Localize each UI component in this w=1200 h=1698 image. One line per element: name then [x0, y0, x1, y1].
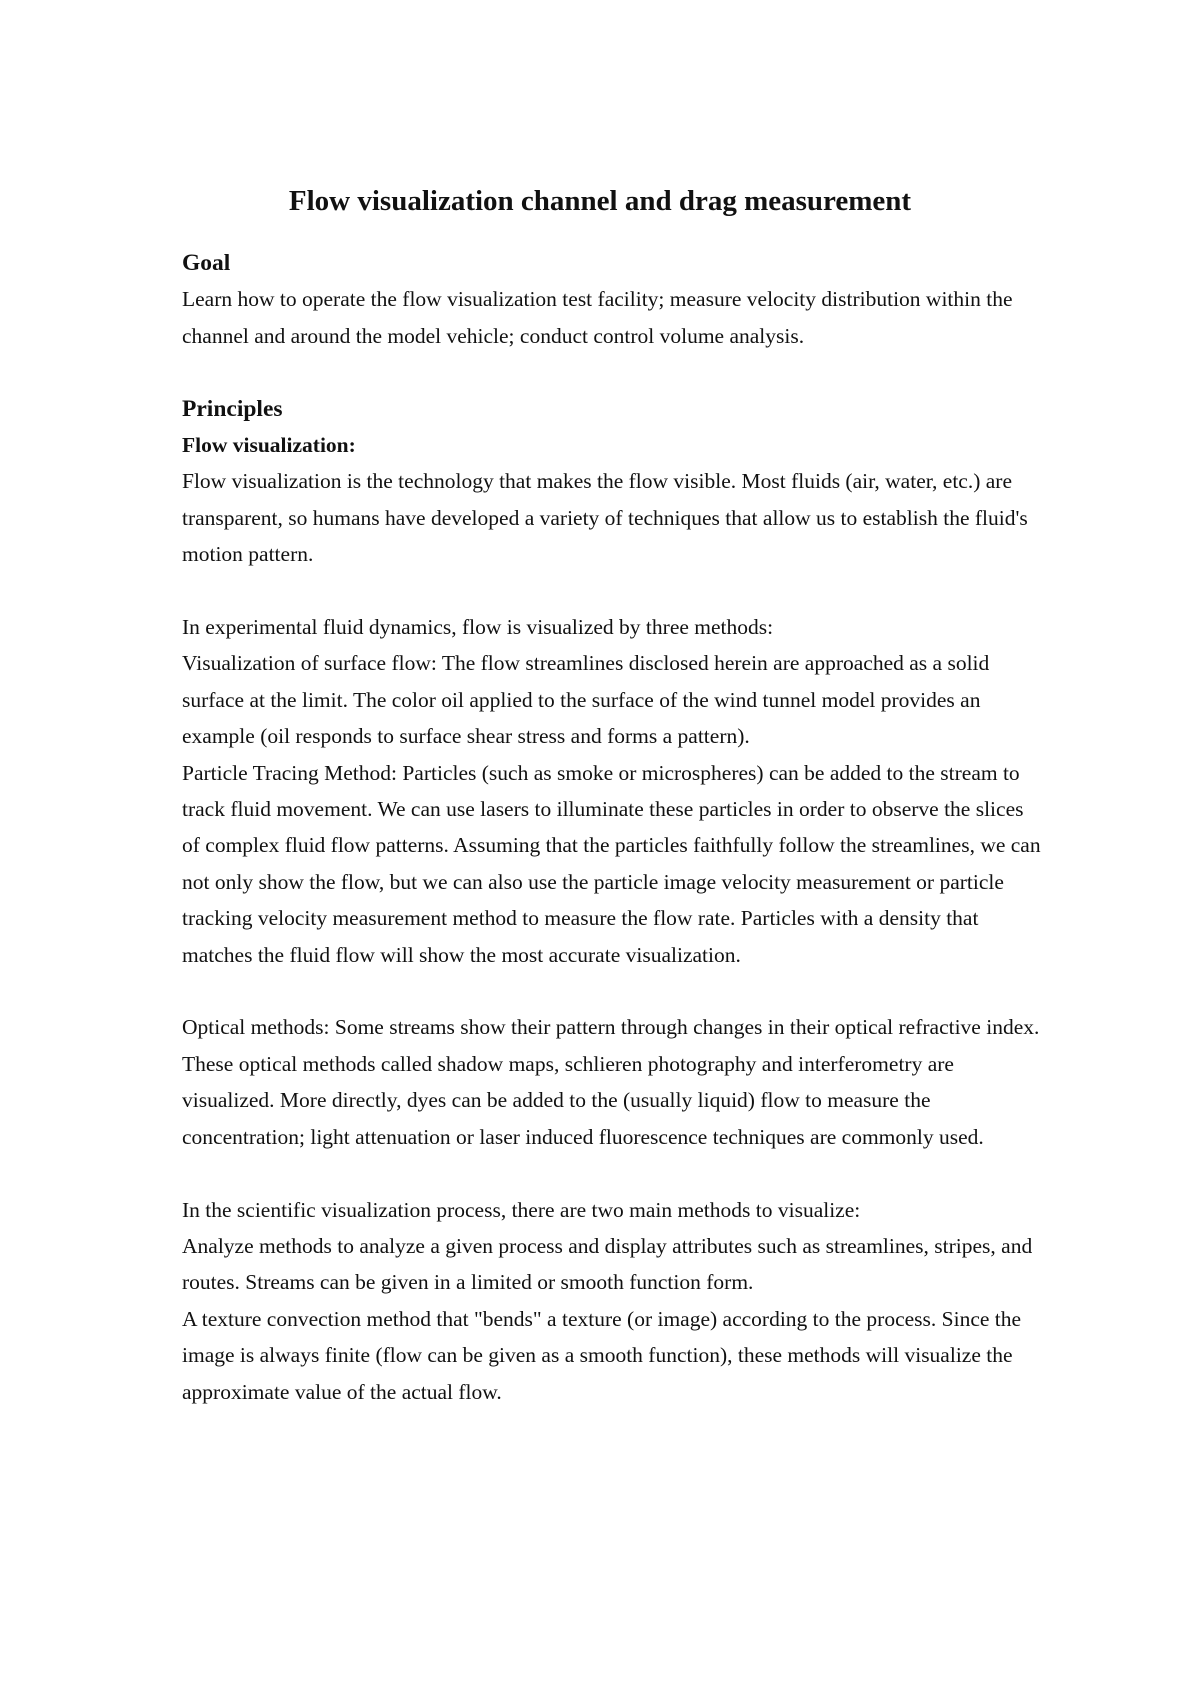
spacer: [182, 1155, 1042, 1191]
spacer: [182, 354, 1042, 390]
goal-text: Learn how to operate the flow visualization test facility; measure velocity distribution within the channel and around the model vehicle; conduct control volume analysis.: [182, 287, 1013, 348]
paragraph-intro: Flow visualization is the technology that makes the flow visible. Most fluids (air, water, etc.) are transparent, so humans have developed a variety of techniques that allow us to establish the fluid's motion pattern.: [182, 469, 1028, 567]
paragraph-analyze-methods: Analyze methods to analyze a given process and display attributes such as streamlines, stripes, and routes. Streams can be given in a limited or smooth function form.: [182, 1233, 1033, 1295]
paragraph-optical-methods: Optical methods: Some streams show their pattern through changes in their optical refractive index. These optical methods called shadow maps, schlieren photography and interferometry are visualized. More directly, dyes can be added to the (usually liquid) flow to measure the concentration; light attenuation or laser induced fluorescence techniques are commonly used.: [182, 1015, 1040, 1149]
paragraph-scientific-visualization: In the scientific visualization process, there are two main methods to visualize:: [182, 1197, 861, 1222]
spacer: [182, 973, 1042, 1009]
spacer: [182, 573, 1042, 609]
paragraph-surface-flow: Visualization of surface flow: The flow streamlines disclosed herein are approached as a solid surface at the limit. The color oil applied to the surface of the wind tunnel model provides an example (oil responds to surface shear stress and forms a pattern).: [182, 651, 990, 749]
principles-heading: Principles: [182, 395, 283, 422]
document-body: [182, 245, 1042, 1410]
flow-visualization-subheading: Flow visualization:: [182, 433, 356, 458]
document-title: Flow visualization channel and drag measurement: [288, 185, 912, 217]
paragraph-texture-convection: A texture convection method that "bends" a texture (or image) according to the process. Since the image is always finite (flow can be given as a smooth function), these methods will visualize the approximate value of the actual flow.: [182, 1306, 1022, 1404]
goal-heading: Goal: [182, 250, 231, 276]
paragraph-particle-tracing: Particle Tracing Method: Particles (such as smoke or microspheres) can be added to the stream to track fluid movement. We can use lasers to illuminate these particles in order to observe the slices of complex fluid flow patterns. Assuming that the particles faithfully follow the streamlines, we can not only show the flow, but we can also use the particle image velocity measurement or particle tracking velocity measurement method to measure the flow rate. Particles with a density that matches the fluid flow will show the most accurate visualization.: [182, 760, 1041, 967]
paragraph-three-methods: In experimental fluid dynamics, flow is visualized by three methods:: [182, 615, 774, 640]
